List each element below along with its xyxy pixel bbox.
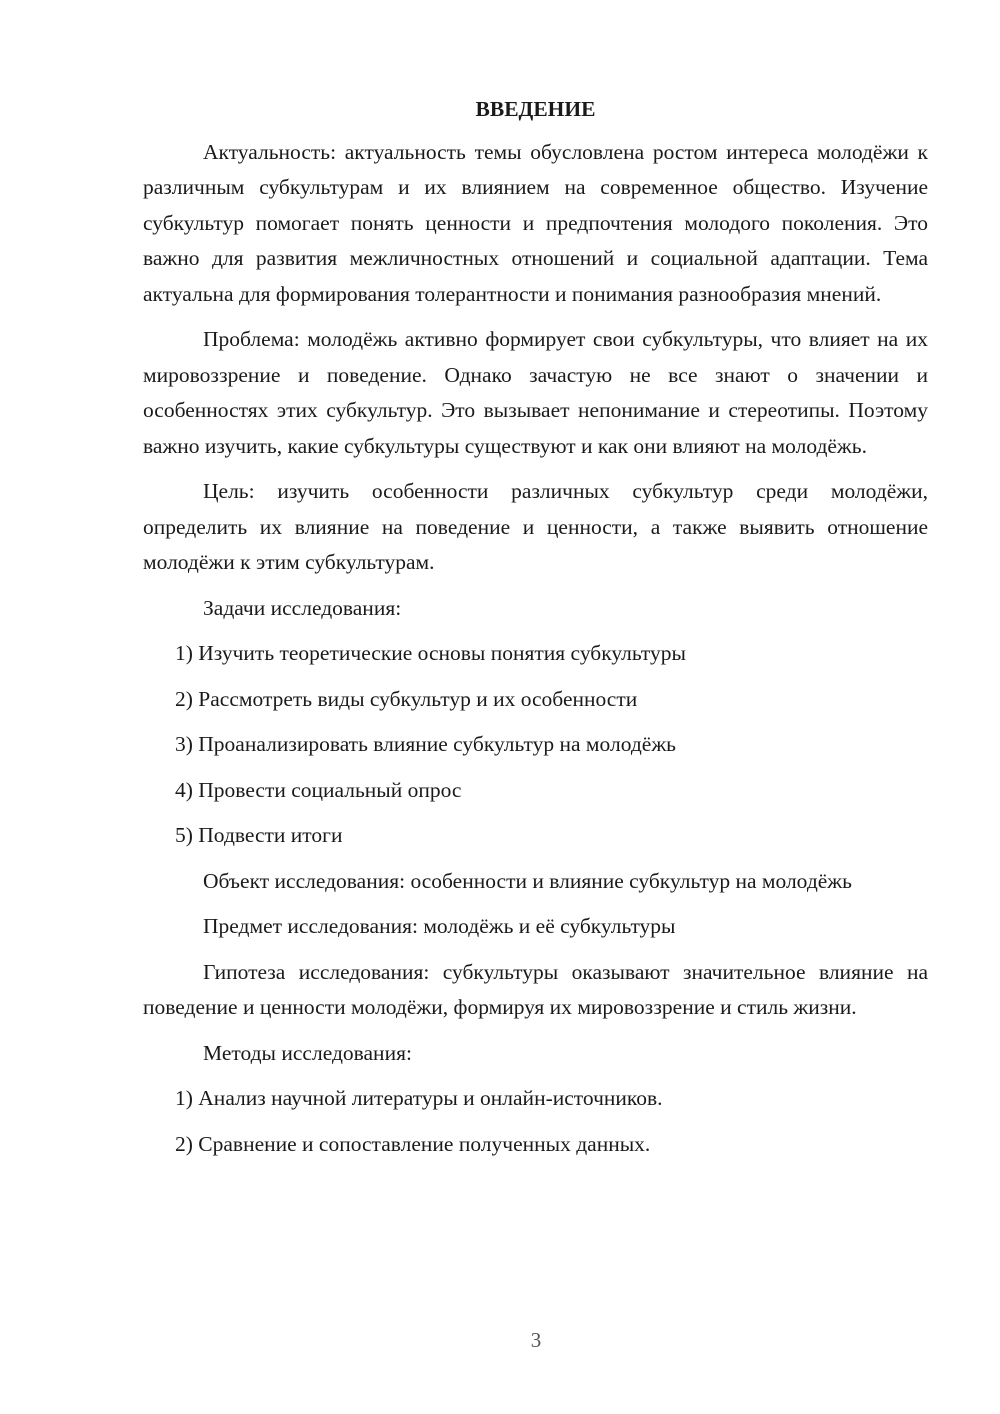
tasks-label: Задачи исследования: (203, 595, 402, 620)
hypothesis-paragraph: Гипотеза исследования: субкультуры оказывают значительное влияние на поведение и ценности молодёжи, формируя их мировоззрение и стиль жизни. (143, 959, 928, 1019)
subject-paragraph: Предмет исследования: молодёжь и её субкультуры (203, 914, 676, 938)
task-item: 3) Проанализировать влияние субкультур на молодёжь (175, 732, 676, 756)
object-paragraph: Объект исследования: особенности и влияние субкультур на молодёжь (203, 868, 852, 893)
method-item: 2) Сравнение и сопоставление полученных данных. (175, 1131, 651, 1156)
section-heading: ВВЕДЕНИЕ (475, 97, 596, 121)
goal-paragraph: Цель: изучить особенности различных субкультур среди молодёжи, определить их влияние на поведение и ценности, а также выявить отношение молодёжи к этим субкультурам. (143, 479, 928, 574)
task-item: 4) Провести социальный опрос (175, 777, 462, 802)
task-item: 2) Рассмотреть виды субкультур и их особенности (175, 686, 638, 711)
page-content (143, 92, 928, 1172)
methods-label: Методы исследования: (203, 1040, 412, 1065)
method-item: 1) Анализ научной литературы и онлайн-источников. (175, 1086, 663, 1110)
page-number: 3 (530, 1328, 542, 1352)
task-item: 5) Подвести итоги (175, 823, 343, 847)
problem-paragraph: Проблема: молодёжь активно формирует свои субкультуры, что влияет на их мировоззрение и поведение. Однако зачастую не все знают о значении и особенностях этих субкультур. Это вызывает непонимание и стереотипы. Поэтому важно изучить, какие субкультуры существуют и как они влияют на молодёжь. (143, 327, 928, 458)
task-item: 1) Изучить теоретические основы понятия субкультуры (175, 641, 686, 665)
relevance-paragraph: Актуальность: актуальность темы обусловлена ростом интереса молодёжи к различным субкультурам и их влиянием на современное общество. Изучение субкультур помогает понять ценности и предпочтения молодого поколения. Это важно для развития межличностных отношений и социальной адаптации. Тема актуальна для формирования толерантности и понимания разнообразия мнений. (143, 139, 928, 306)
